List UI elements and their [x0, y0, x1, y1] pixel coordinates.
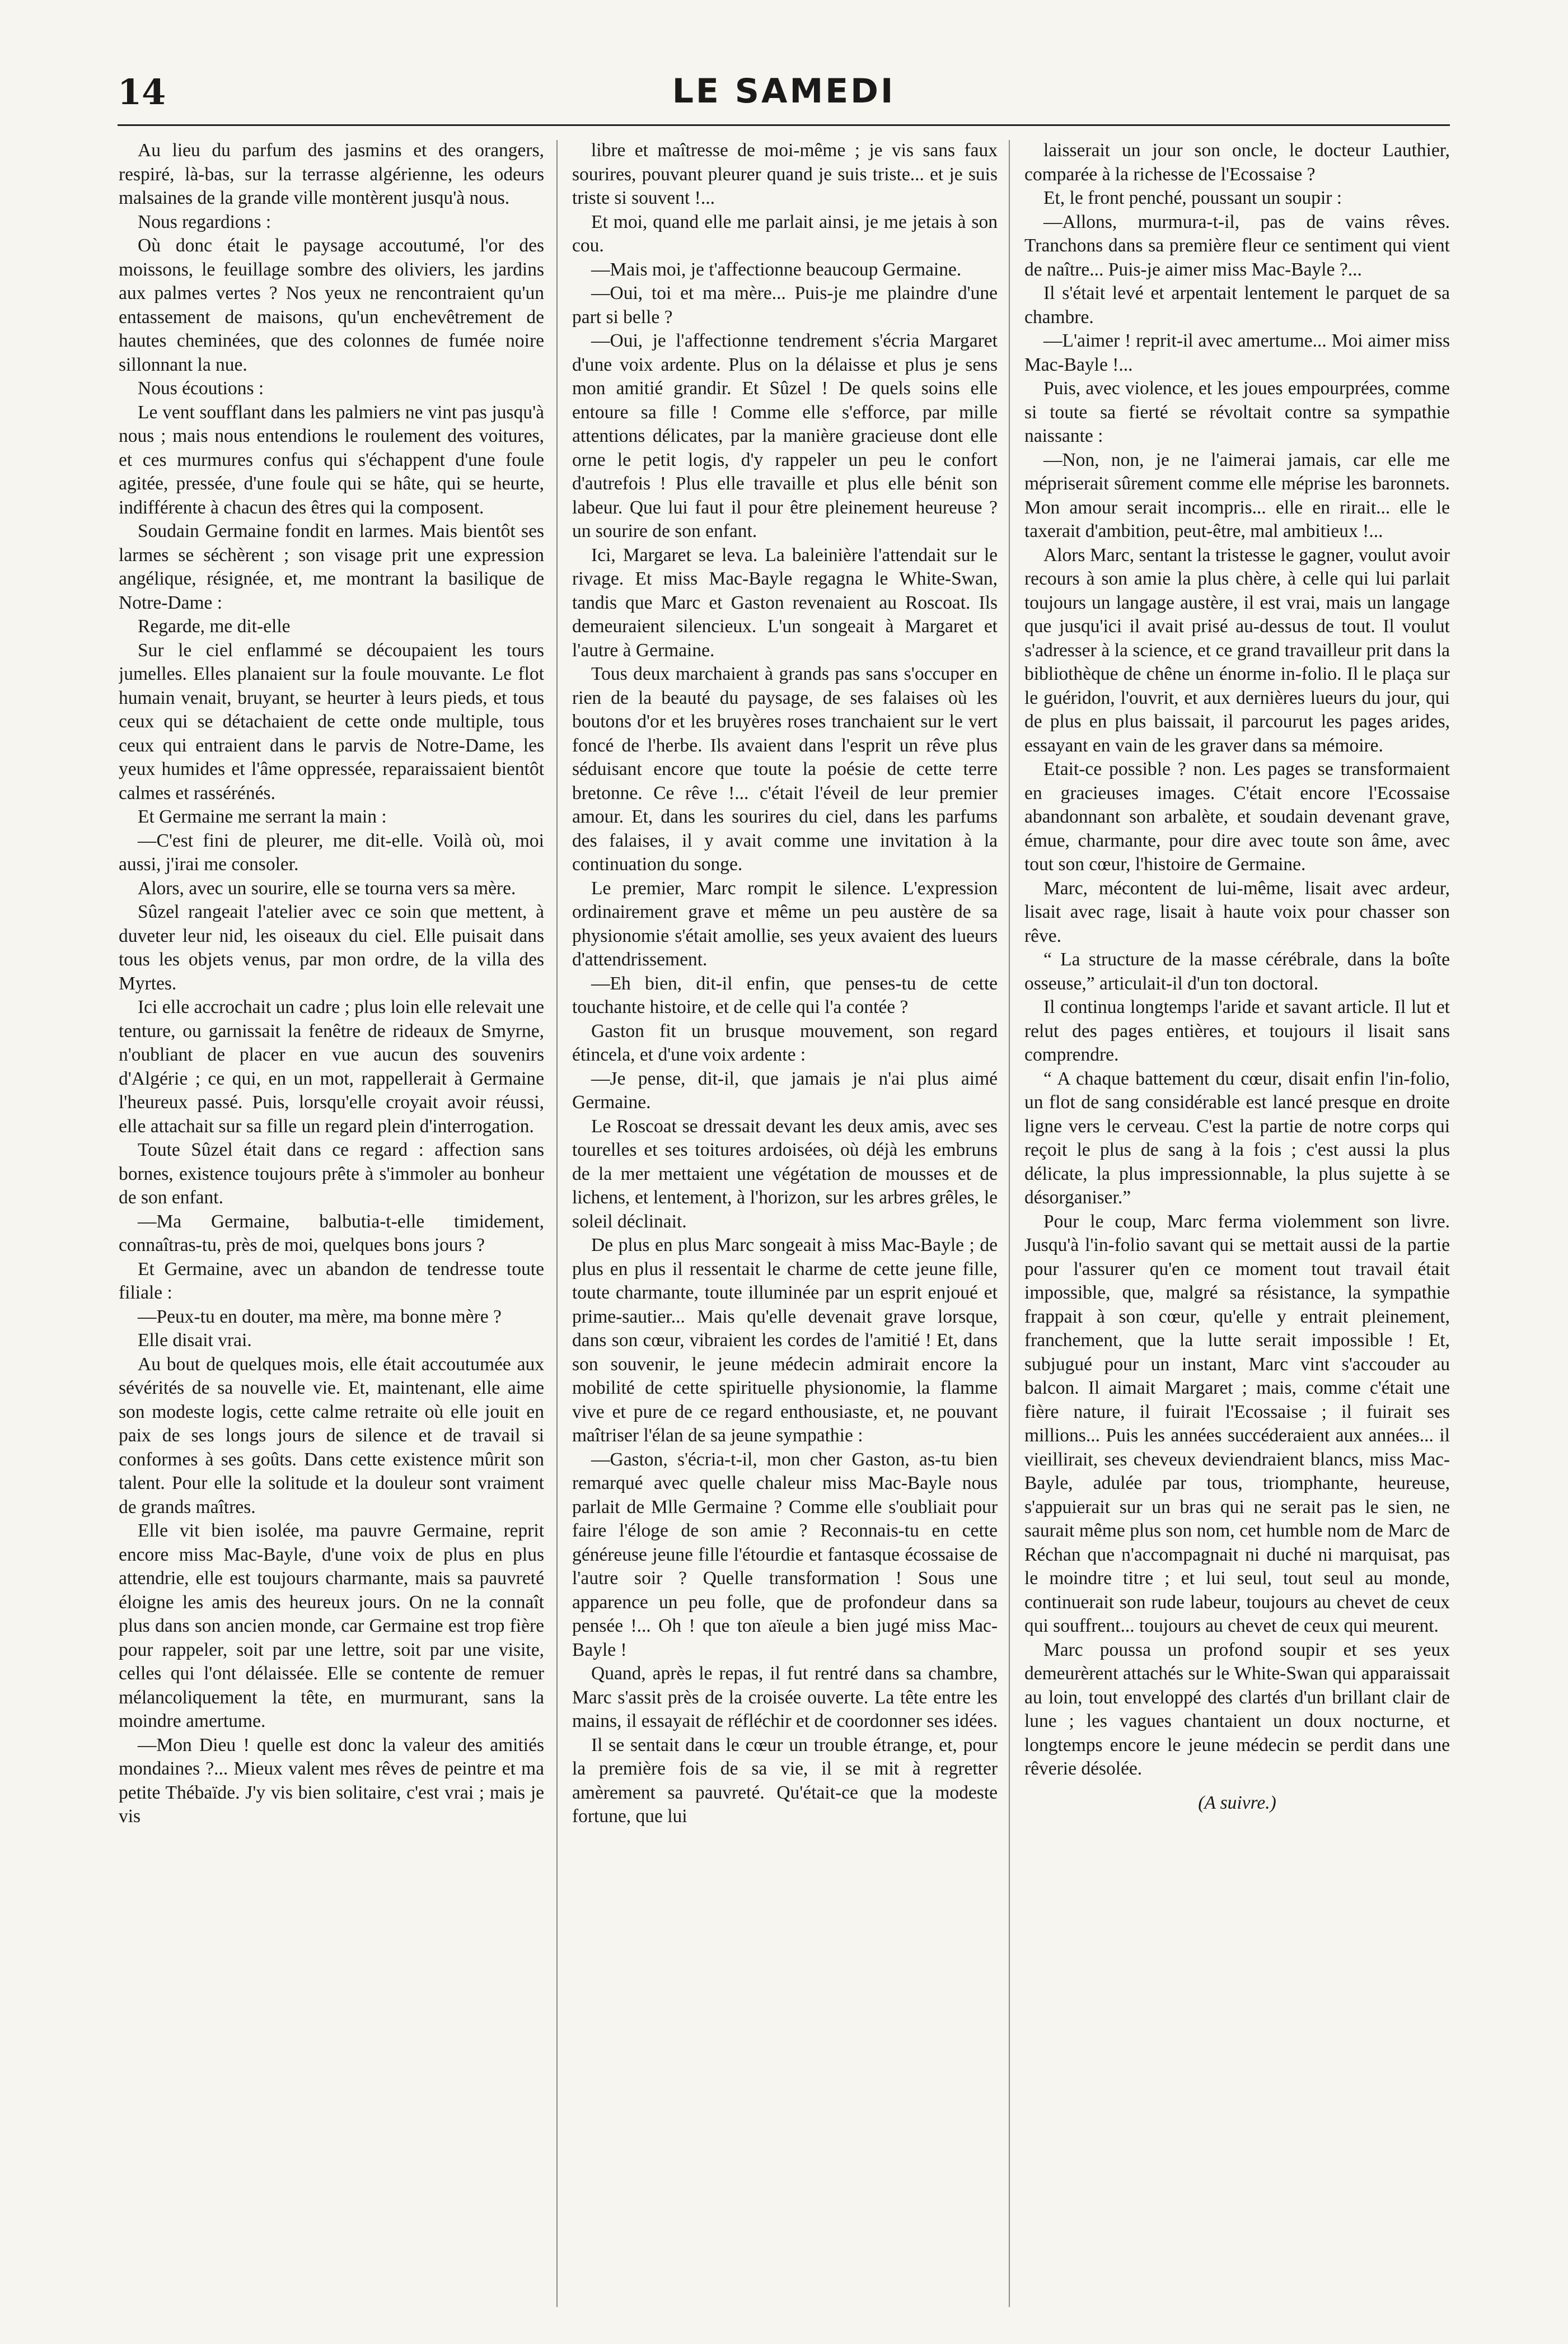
paragraph: Au lieu du parfum des jasmins et des orangers, respiré, là-bas, sur la terrasse algérienne, les odeurs malsaines de la grande ville montèrent jusqu'à nous. — [119, 140, 544, 208]
paragraph: Etait-ce possible ? non. Les pages se transformaient en gracieuses images. C'était encore l'Ecossaise abandonnant son arbalète, et soudain devenant grave, émue, charmante, pour dire avec toute son âme, avec tout son cœur, l'histoire de Germaine. — [1024, 759, 1450, 875]
paragraph: —Eh bien, dit-il enfin, que penses-tu de cette touchante histoire, et de celle qui l'a contée ? — [572, 973, 998, 1017]
paragraph: —Peux-tu en douter, ma mère, ma bonne mère ? — [138, 1306, 502, 1327]
column-divider-1 — [556, 140, 558, 2307]
paragraph: De plus en plus Marc songeait à miss Mac-Bayle ; de plus en plus il ressentait le charme de cette jeune fille, toute charmante, toute illuminée par un esprit enjoué et prime-sautier... Mais qu'elle devenait grave lorsque, dans son cœur, vibraient les cordes de l'amitié ! Et, dans son souvenir, le jeune médecin admirait encore la mobilité de cette spirituelle physionomie, la flamme vive et pure de ce regard enthousiaste, et, ne pouvant maîtriser l'élan de sa jeune sympathie : — [572, 1235, 998, 1446]
paragraph: Quand, après le repas, il fut rentré dans sa chambre, Marc s'assit près de la croisée ouverte. La tête entre les mains, il essayait de réfléchir et de coordonner ses idées. — [572, 1663, 998, 1731]
paragraph: Et Germaine me serrant la main : — [138, 806, 387, 827]
paragraph: Elle vit bien isolée, ma pauvre Germaine, reprit encore miss Mac-Bayle, d'une voix de plus en plus attendrie, elle est toujours charmante, mais sa pauvreté éloigne les amis des heureux jours. On ne la connaît plus dans son ancien monde, car Germaine est trop fière pour rappeler, soit par une lettre, soit par une visite, celles qui l'ont délaissée. Elle se contente de remuer mélancoliquement la tête, en murmurant, sans la moindre amertume. — [119, 1520, 544, 1731]
paragraph: —Oui, je l'affectionne tendrement s'écria Margaret d'une voix ardente. Plus on la délaisse et plus je sens mon amitié grandir. Et Sûzel ! De quels soins elle entoure sa fille ! Comme elle s'efforce, par mille attentions délicates, par la manière gracieuse dont elle orne le petit logis, d'y rappeler un peu le confort d'autrefois ! Plus elle travaille et plus elle bénit son labeur. Que lui faut il pour être pleinement heureuse ? un sourire de son enfant. — [572, 330, 998, 541]
column-divider-2 — [1009, 140, 1010, 2307]
paragraph: —Non, non, je ne l'aimerai jamais, car elle me mépriserait sûrement comme elle méprise les baronnets. Mon amour serait incompris... elle en rirait... elle le taxerait d'ambition, peut-être, mal ambitieux !... — [1024, 449, 1450, 541]
paragraph: Et, le front penché, poussant un soupir : — [1043, 188, 1342, 208]
paragraph: —Oui, toi et ma mère... Puis-je me plaindre d'une part si belle ? — [572, 283, 998, 328]
paragraph: Sûzel rangeait l'atelier avec ce soin que mettent, à duveter leur nid, les oiseaux du ciel. Elle puisait dans tous les objets venus, par mon ordre, de la villa des Myrtes. — [119, 902, 544, 994]
paragraph: —Mon Dieu ! quelle est donc la valeur des amitiés mondaines ?... Mieux valent mes rêves de peintre et ma petite Thébaïde. J'y vis bien solitaire, c'est vrai ; mais je vis — [119, 1734, 544, 1827]
text-column-3 — [1024, 139, 1450, 2300]
paragraph: Alors, avec un sourire, elle se tourna vers sa mère. — [138, 877, 516, 899]
paragraph: Tous deux marchaient à grands pas sans s'occuper en rien de la beauté du paysage, de ses falaises où les boutons d'or et les bruyères roses tranchaient sur le vert foncé de l'herbe. Ils avaient dans l'esprit un rêve plus séduisant encore que toute la poésie de cette terre bretonne. Ce rêve !... c'était l'éveil de leur premier amour. Et, dans les sourires du ciel, dans les parfums des falaises, il y avait comme une invitation à la continuation du songe. — [572, 664, 998, 875]
paragraph: Le Roscoat se dressait devant les deux amis, avec ses tourelles et ses toitures ardoisées, où déjà les embruns de la mer mettaient une végétation de mousses et de lichens, et lentement, à l'horizon, sur les arbres grêles, le soleil déclinait. — [572, 1115, 998, 1232]
paragraph: Où donc était le paysage accoutumé, l'or des moissons, le feuillage sombre des oliviers, les jardins aux palmes vertes ? Nos yeux ne rencontraient qu'un entassement de maisons, qu'un enchevêtrement de hautes cheminées, que des colonnes de fumée noire sillonnant la nue. — [119, 235, 544, 375]
paragraph: Nous regardions : — [138, 211, 272, 232]
paragraph: Au bout de quelques mois, elle était accoutumée aux sévérités de sa nouvelle vie. Et, maintenant, elle aime son modeste logis, cette calme retraite où elle jouit en paix de ses longs jours de silence et de travail si conformes à ses goûts. Dans cette existence mûrit son talent. Pour elle la solitude et la douleur sont vraiment de grands maîtres. — [119, 1353, 544, 1517]
paragraph: laisserait un jour son oncle, le docteur Lauthier, comparée à la richesse de l'Ecossaise ? — [1024, 140, 1450, 185]
paragraph: Le vent soufflant dans les palmiers ne vint pas jusqu'à nous ; mais nous entendions le roulement des voitures, et ces murmures confus qui s'échappent d'une foule agitée, pressée, d'une foule qui se hâte, qui se heurte, indifférente à chacun des êtres qui la composent. — [119, 401, 544, 518]
text-column-2 — [572, 139, 998, 2300]
header-rule — [118, 124, 1450, 126]
paragraph: Marc poussa un profond soupir et ses yeux demeurèrent attachés sur le White-Swan qui apparaissait au loin, tout enveloppé des clartés d'un brillant clair de lune ; les vagues chantaient un doux nocturne, et longtemps encore le jeune médecin se perdit dans une rêverie désolée. — [1024, 1639, 1450, 1779]
paragraph: —Allons, murmura-t-il, pas de vains rêves. Tranchons dans sa première fleur ce sentiment qui vient de naître... Puis-je aimer miss Mac-Bayle ?... — [1024, 211, 1450, 280]
paragraph: —L'aimer ! reprit-il avec amertume... Moi aimer miss Mac-Bayle !... — [1024, 330, 1450, 375]
paragraph: Le premier, Marc rompit le silence. L'expression ordinairement grave et même un peu austère de sa physionomie s'était amollie, ses yeux avaient des lueurs d'attendrissement. — [572, 877, 998, 970]
paragraph: Il s'était levé et arpentait lentement le parquet de sa chambre. — [1024, 283, 1450, 328]
paragraph: Marc, mécontent de lui-même, lisait avec ardeur, lisait avec rage, lisait à haute voix pour chasser son rêve. — [1024, 877, 1450, 946]
paragraph: —Ma Germaine, balbutia-t-elle timidement, connaîtras-tu, près de moi, quelques bons jours ? — [119, 1211, 544, 1255]
paragraph: Pour le coup, Marc ferma violemment son livre. Jusqu'à l'in-folio savant qui se mettait aussi de la partie pour l'assurer qu'en ce moment tout travail était impossible, que, malgré sa résistance, la sympathie frappait à son cœur, qu'elle y entrait pleinement, franchement, que la lutte serait impossible ! Et, subjugué pour un instant, Marc vint s'accouder au balcon. Il aimait Margaret ; mais, comme c'était une fière nature, il fuirait l'Ecossaise ; il fuirait ses millions... Puis les années succéderaient aux années... il vieillirait, ses cheveux deviendraient blancs, miss Mac-Bayle, adulée par tous, triomphante, heureuse, s'appuierait sur un bras qui ne serait pas le sien, ne saurait même plus son nom, cet humble nom de Marc de Réchan que n'accompagnait ni duché ni marquisat, pas le moindre titre ; et lui seul, tout seul au monde, continuerait son rude labeur, toujours au chevet de ceux qui souffrent... toujours au chevet de ceux qui meurent. — [1024, 1211, 1450, 1636]
paragraph: Il se sentait dans le cœur un trouble étrange, et, pour la première fois de sa vie, il se mit à regretter amèrement sa pauvreté. Qu'était-ce que la modeste fortune, que lui — [572, 1734, 998, 1827]
to-be-continued: (A suivre.) — [1198, 1792, 1276, 1813]
paragraph: Gaston fit un brusque mouvement, son regard étincela, et d'une voix ardente : — [572, 1020, 998, 1065]
paragraph: Puis, avec violence, et les joues empourprées, comme si toute sa fierté se révoltait contre sa sympathie naissante : — [1024, 378, 1450, 446]
journal-title: LE SAMEDI — [672, 72, 896, 111]
paragraph: —Mais moi, je t'affectionne beaucoup Germaine. — [591, 259, 962, 280]
paragraph: Ici elle accrochait un cadre ; plus loin elle relevait une tenture, ou garnissait la fenêtre de rideaux de Smyrne, n'oubliant de placer en vue aucun des souvenirs d'Algérie ; ce qui, en un mot, rappellerait à Germaine l'heureux passé. Puis, lorsqu'elle croyait avoir réussi, elle attachait sur sa fille un regard plein d'interrogation. — [119, 997, 544, 1137]
paragraph: libre et maîtresse de moi-même ; je vis sans faux sourires, pouvant pleurer quand je suis triste... et je suis triste si souvent !... — [572, 140, 998, 208]
paragraph: —Gaston, s'écria-t-il, mon cher Gaston, as-tu bien remarqué avec quelle chaleur miss Mac-Bayle nous parlait de Mlle Germaine ? Comme elle s'oubliait pour faire l'éloge de son amie ? Reconnais-tu en cette généreuse jeune fille l'étourdie et fantasque écossaise de l'autre soir ? Quelle transformation ! Sous une apparence un peu folle, que de profondeur dans sa pensée !... Oh ! que ton aïeule a bien jugé miss Mac-Bayle ! — [572, 1449, 998, 1660]
paragraph: Soudain Germaine fondit en larmes. Mais bientôt ses larmes se séchèrent ; son visage prit une expression angélique, résignée, et, me montrant la basilique de Notre-Dame : — [119, 521, 544, 613]
paragraph: “ La structure de la masse cérébrale, dans la boîte osseuse,” articulait-il d'un ton doctoral. — [1024, 949, 1450, 994]
paragraph: Elle disait vrai. — [138, 1330, 252, 1351]
paragraph: Et moi, quand elle me parlait ainsi, je me jetais à son cou. — [572, 211, 998, 256]
paragraph: Nous écoutions : — [138, 378, 264, 399]
paragraph: Et Germaine, avec un abandon de tendresse toute filiale : — [119, 1258, 544, 1303]
text-column-1 — [119, 139, 544, 2300]
paragraph: Ici, Margaret se leva. La baleinière l'attendait sur le rivage. Et miss Mac-Bayle regagna le White-Swan, tandis que Marc et Gaston revenaient au Roscoat. Ils demeuraient silencieux. L'un songeait à Margaret et l'autre à Germaine. — [572, 544, 998, 661]
page-number: 14 — [118, 72, 166, 113]
paragraph: Sur le ciel enflammé se découpaient les tours jumelles. Elles planaient sur la foule mouvante. Le flot humain venait, bruyant, se heurter à leurs pieds, et tous ceux qui se détachaient de cette onde multiple, tous ceux qui entraient dans le parvis de Notre-Dame, les yeux humides et l'âme oppressée, reparaissaient bientôt calmes et rassérénés. — [119, 639, 544, 804]
paragraph: Alors Marc, sentant la tristesse le gagner, voulut avoir recours à son amie la plus chère, à celle qui lui parlait toujours un langage austère, il est vrai, mais un langage que jusqu'ici il avait prisé au-dessus de tout. Il voulut s'adresser à la science, et ce grand travailleur prit dans la bibliothèque de chêne un énorme in-folio. Il le plaça sur le guéridon, l'ouvrit, et aux dernières lueurs du jour, qui de plus en plus baissait, il parcourut les pages arides, essayant en vain de les graver dans sa mémoire. — [1024, 544, 1450, 756]
paragraph: —C'est fini de pleurer, me dit-elle. Voilà où, moi aussi, j'irai me consoler. — [119, 830, 544, 875]
paragraph: Toute Sûzel était dans ce regard : affection sans bornes, existence toujours prête à s'immoler au bonheur de son enfant. — [119, 1140, 544, 1208]
paragraph: Il continua longtemps l'aride et savant article. Il lut et relut des pages entières, et toujours il lisait sans comprendre. — [1024, 997, 1450, 1065]
paragraph: “ A chaque battement du cœur, disait enfin l'in-folio, un flot de sang considérable est lancé presque en droite ligne vers le cerveau. C'est la partie de notre corps qui reçoit le plus de sang à la fois ; c'est aussi la plus délicate, la plus impressionnable, la plus sujette à se désorganiser.” — [1024, 1068, 1450, 1208]
paragraph: Regarde, me dit-elle — [138, 616, 291, 637]
page-header — [118, 72, 1450, 122]
paragraph: —Je pense, dit-il, que jamais je n'ai plus aimé Germaine. — [572, 1068, 998, 1113]
